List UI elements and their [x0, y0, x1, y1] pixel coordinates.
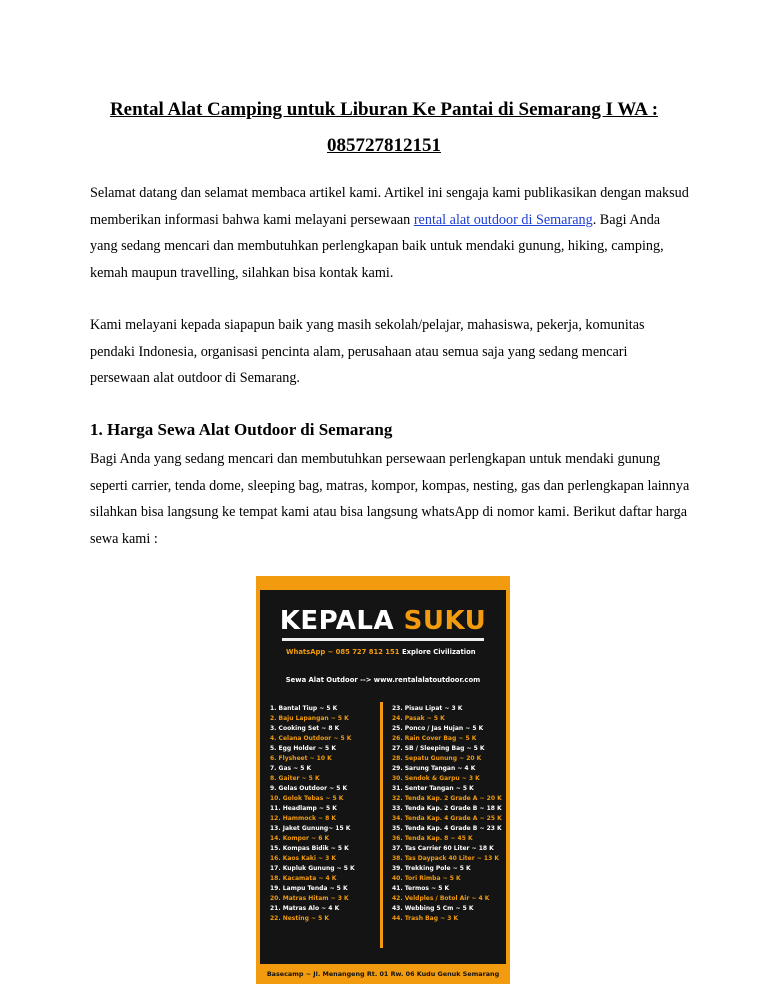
price-list-item: 24. Pasak ~ 5 K	[392, 715, 445, 722]
price-list-item: 12. Hammock ~ 8 K	[270, 815, 337, 822]
price-list-item: 34. Tenda Kap. 4 Grade A ~ 25 K	[392, 815, 502, 822]
price-list-item: 8. Gaiter ~ 5 K	[270, 775, 320, 782]
price-list-item: 7. Gas ~ 5 K	[270, 765, 312, 772]
price-list-item: 14. Kompor ~ 6 K	[270, 835, 330, 842]
service-paragraph: Kami melayani kepada siapapun baik yang masih sekolah/pelajar, mahasiswa, pekerja, komunitas pendaki Indonesia, organisasi pencinta alam, perusahaan atau semua saja yang sedang mencari persewaan alat outdoor di Semarang.	[90, 317, 645, 386]
section-body: Bagi Anda yang sedang mencari dan membutuhkan persewaan perlengkapan untuk mendaki gunung seperti carrier, tenda dome, sleeping bag, matras, kompor, kompas, nesting, gas dan perlengkapan lainnya silahkan bisa langsung ke tempat kami atau bisa langsung whatsApp di nomor kami. Berikut daftar harga sewa kami :	[90, 451, 690, 547]
poster-tagline: Explore Civilization	[402, 648, 476, 656]
price-list-item: 2. Baju Lapangan ~ 5 K	[270, 715, 349, 722]
page-title: Rental Alat Camping untuk Liburan Ke Pantai di Semarang I WA : 085727812151	[109, 99, 659, 156]
poster-column-divider	[380, 702, 383, 948]
price-list-item: 4. Celana Outdoor ~ 5 K	[270, 735, 352, 742]
price-list-item: 40. Tori Rimba ~ 5 K	[392, 875, 461, 882]
price-list-item: 29. Sarung Tangan ~ 4 K	[392, 765, 476, 772]
price-list-item: 3. Cooking Set ~ 8 K	[270, 725, 340, 732]
price-list-item: 18. Kacamata ~ 4 K	[270, 875, 337, 882]
price-list-item: 28. Sepatu Gunung ~ 20 K	[392, 755, 482, 762]
price-list-item: 38. Tas Daypack 40 Liter ~ 13 K	[392, 855, 499, 862]
price-list-item: 17. Kupluk Gunung ~ 5 K	[270, 865, 355, 872]
poster-brand	[260, 606, 506, 636]
brand-word-2: SUKU	[403, 606, 487, 636]
price-list-item: 42. Veldples / Botol Air ~ 4 K	[392, 895, 490, 902]
price-list-item: 43. Webbing 5 Cm ~ 5 K	[392, 905, 474, 912]
price-list-item: 26. Rain Cover Bag ~ 5 K	[392, 735, 477, 742]
price-list-item: 36. Tenda Kap. 8 ~ 45 K	[392, 835, 473, 842]
intro-text-after: . Bagi Anda yang sedang mencari dan membutuhkan perlengkapan baik untuk mendaki gunung, hiking, camping, kemah maupun travelling, silahkan bisa kontak kami.	[90, 211, 664, 281]
price-list-item: 35. Tenda Kap. 4 Grade B ~ 23 K	[392, 825, 502, 832]
price-list-item: 25. Ponco / Jas Hujan ~ 5 K	[392, 725, 484, 732]
price-list-item: 11. Headlamp ~ 5 K	[270, 805, 337, 812]
rental-outdoor-link[interactable]: rental alat outdoor di Semarang	[413, 211, 593, 228]
price-list-right	[392, 704, 502, 924]
price-list-item: 9. Gelas Outdoor ~ 5 K	[270, 785, 348, 792]
intro-text-before: Selamat datang dan selamat membaca artikel kami. Artikel ini sengaja kami publikasikan dengan maksud memberikan informasi bahwa kami melayani persewaan	[90, 185, 689, 228]
price-list-item: 30. Sendok & Garpu ~ 3 K	[392, 775, 480, 782]
price-list-item: 33. Tenda Kap. 2 Grade B ~ 18 K	[392, 805, 502, 812]
poster-top-bar	[260, 576, 506, 590]
price-list-item: 10. Golok Tebas ~ 5 K	[270, 795, 344, 802]
price-list-item: 6. Flysheet ~ 10 K	[270, 755, 332, 762]
price-list-item: 19. Lampu Tenda ~ 5 K	[270, 885, 348, 892]
price-list-poster	[256, 576, 510, 984]
price-list-item: 41. Termos ~ 5 K	[392, 885, 450, 892]
poster-footer-address: Basecamp ~ Jl. Menangeng Rt. 01 Rw. 06 Kudu Genuk Semarang	[260, 964, 506, 984]
price-list-item: 27. SB / Sleeping Bag ~ 5 K	[392, 745, 485, 752]
price-list-item: 5. Egg Holder ~ 5 K	[270, 745, 336, 752]
price-list-item: 13. Jaket Gunung~ 15 K	[270, 825, 351, 832]
price-list-item: 1. Bantal Tiup ~ 5 K	[270, 705, 338, 712]
price-list-item: 37. Tas Carrier 60 Liter ~ 18 K	[392, 845, 494, 852]
price-list-item: 16. Kaos Kaki ~ 3 K	[270, 855, 337, 862]
price-list-item: 15. Kompas Bidik ~ 5 K	[270, 845, 349, 852]
intro-paragraph	[90, 180, 690, 286]
price-list-item: 31. Senter Tangan ~ 5 K	[392, 785, 474, 792]
section-heading: 1. Harga Sewa Alat Outdoor di Semarang	[90, 420, 393, 439]
poster-whatsapp: WhatsApp ~ 085 727 812 151	[286, 648, 400, 656]
price-list-item: 32. Tenda Kap. 2 Grade A ~ 20 K	[392, 795, 502, 802]
poster-website: Sewa Alat Outdoor --> www.rentalalatoutdoor.com	[285, 676, 481, 684]
price-list-left	[270, 704, 355, 924]
poster-divider	[282, 638, 484, 641]
price-list-item: 22. Nesting ~ 5 K	[270, 915, 329, 922]
brand-word-1: KEPALA	[279, 606, 395, 636]
price-list-item: 21. Matras Alo ~ 4 K	[270, 905, 340, 912]
price-list-item: 39. Trekking Pole ~ 5 K	[392, 865, 471, 872]
price-list-item: 44. Trash Bag ~ 3 K	[392, 915, 459, 922]
price-list-item: 23. Pisau Lipat ~ 3 K	[392, 705, 463, 712]
price-list-item: 20. Matras Hitam ~ 3 K	[270, 895, 349, 902]
